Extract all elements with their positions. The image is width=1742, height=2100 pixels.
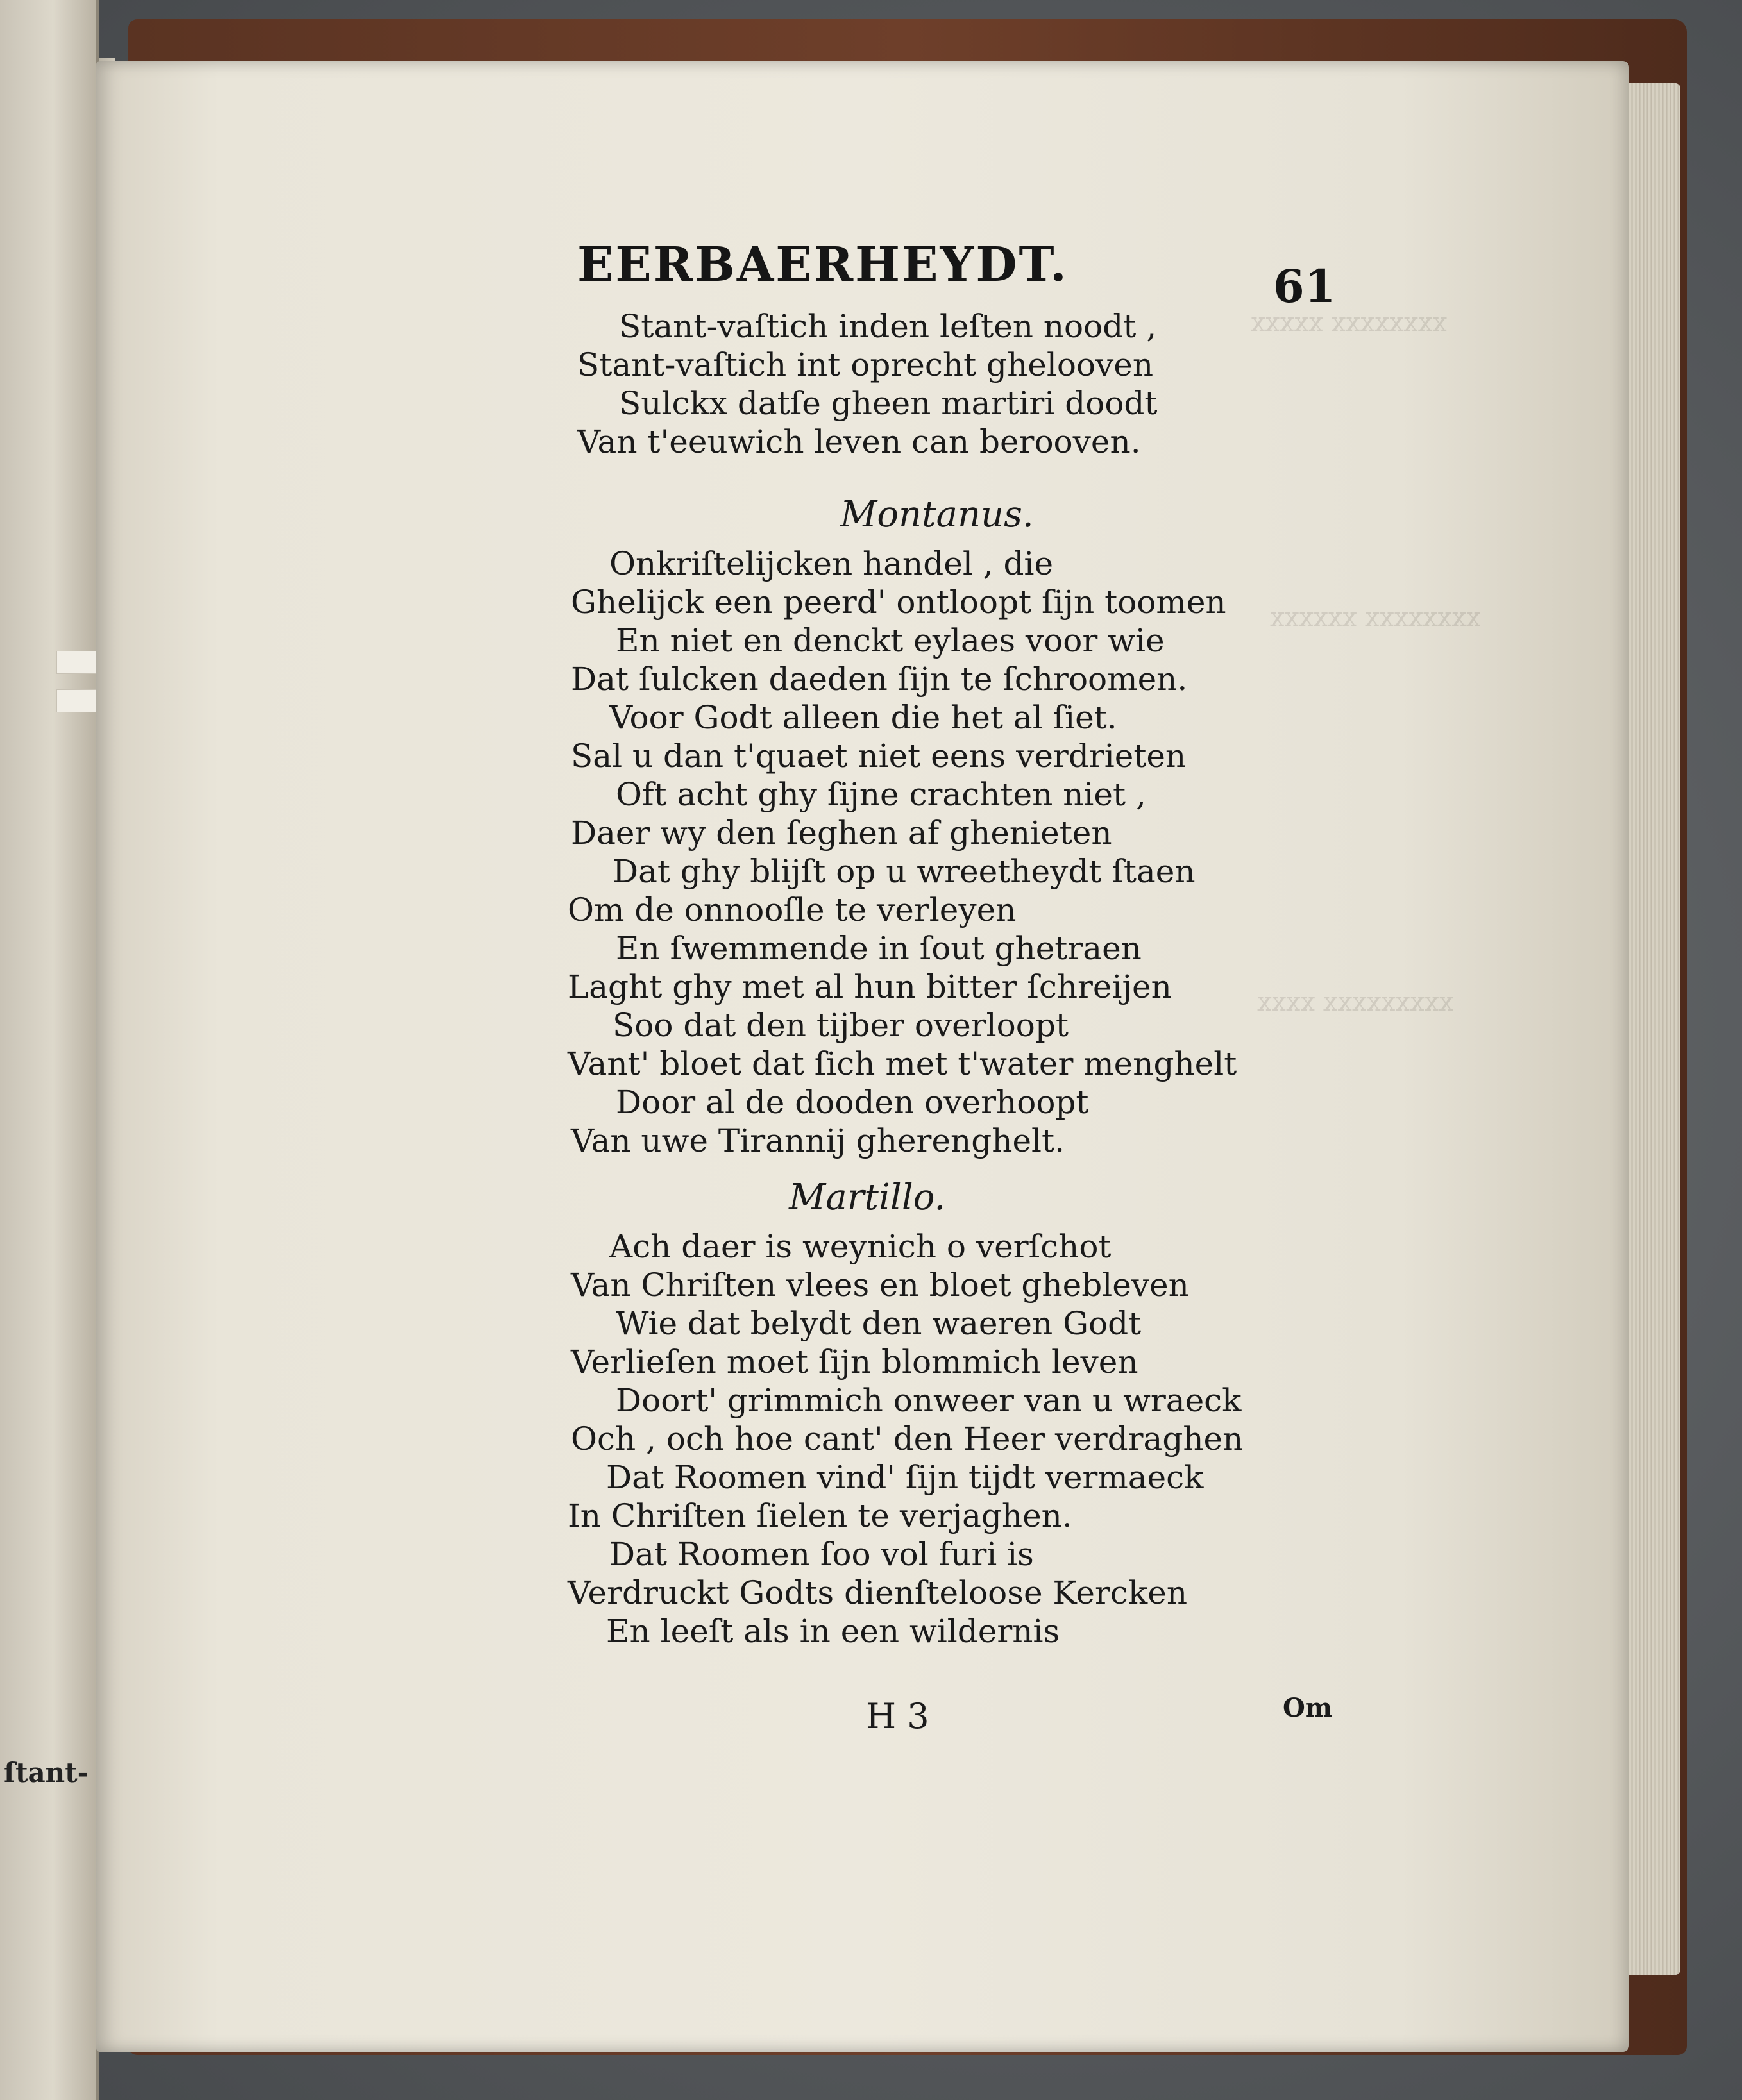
verse-line: En ſwemmende in ſout ghetraen	[616, 930, 1142, 967]
verse-line: Sal u dan t'quaet niet eens verdrieten	[571, 737, 1187, 775]
left-page-catchword: ſtant-	[4, 1757, 89, 1788]
verse-line: Voor Godt alleen die het al ſiet.	[609, 699, 1117, 736]
verse-line: Dat ſulcken daeden ſijn te ſchroomen.	[571, 660, 1188, 698]
catchword: Om	[1283, 1693, 1333, 1723]
signature-mark: H 3	[866, 1696, 929, 1736]
verse-line: Ach daer is weynich o verſchot	[609, 1228, 1112, 1265]
verse-line: Om de onnooſle te verleyen	[568, 891, 1017, 928]
paper-tab	[56, 689, 96, 712]
bleed-through: xxxxxxxxx xxxx	[1257, 987, 1453, 1017]
verse-line: Ghelijck een peerd' ontloopt ſijn toomen	[571, 584, 1226, 621]
verse-line: Verlieſen moet ſijn blommich leven	[571, 1343, 1138, 1381]
verse-line: Door al de dooden overhoopt	[616, 1084, 1089, 1121]
running-title: EERBAERHEYDT.	[577, 237, 1069, 292]
speaker-name: Montanus.	[840, 494, 1034, 535]
verse-line: Soo dat den tijber overloopt	[613, 1007, 1069, 1044]
page-number: 61	[1273, 260, 1336, 313]
verse-line: Onkriſtelijcken handel , die	[609, 545, 1054, 582]
verse-line: Laght ghy met al hun bitter ſchreijen	[568, 968, 1172, 1005]
verse-line: Stant-vaſtich int oprecht ghelooven	[577, 346, 1154, 383]
verse-line: Van t'eeuwich leven can berooven.	[577, 423, 1141, 460]
verse-line: Dat Roomen ſoo vol furi is	[609, 1536, 1034, 1573]
speaker-name: Martillo.	[789, 1177, 946, 1218]
verse-line: Sulckx datſe gheen martiri doodt	[619, 385, 1158, 422]
bleed-through: xxxxxxxx xxxxx	[1251, 308, 1447, 337]
verse-line: Daer wy den ſeghen af ghenieten	[571, 814, 1112, 852]
verse-line: En leeſt als in een wildernis	[606, 1613, 1060, 1650]
verse-line: Wie dat belydt den waeren Godt	[616, 1305, 1142, 1342]
verse-line: Van Chriſten vlees en bloet ghebleven	[571, 1266, 1189, 1304]
verse-line: Verdruckt Godts dienſteloose Kercken	[568, 1574, 1188, 1611]
verse-line: Dat ghy blijſt op u wreetheydt ſtaen	[613, 853, 1196, 890]
verse-line: Och , och hoe cant' den Heer verdraghen	[571, 1420, 1244, 1457]
verse-line: Doort' grimmich onweer van u wraeck	[616, 1382, 1242, 1419]
verse-line: Oft acht ghy ſijne crachten niet ,	[616, 776, 1146, 813]
verse-line: Vant' bloet dat ſich met t'water menghelt	[568, 1045, 1237, 1082]
verse-line: In Chriſten ſielen te verjaghen.	[568, 1497, 1072, 1534]
verse-line: Stant-vaſtich inden leſten noodt ,	[619, 308, 1157, 345]
verse-line: Dat Roomen vind' ſijn tijdt vermaeck	[606, 1459, 1204, 1496]
paper-tab	[56, 651, 96, 674]
verse-line: En niet en denckt eylaes voor wie	[616, 622, 1165, 659]
page-edges	[1629, 83, 1680, 1975]
bleed-through: xxxxxxxx xxxxxx	[1270, 603, 1481, 632]
verse-line: Van uwe Tirannij gherenghelt.	[571, 1122, 1065, 1159]
left-page	[0, 0, 99, 2100]
